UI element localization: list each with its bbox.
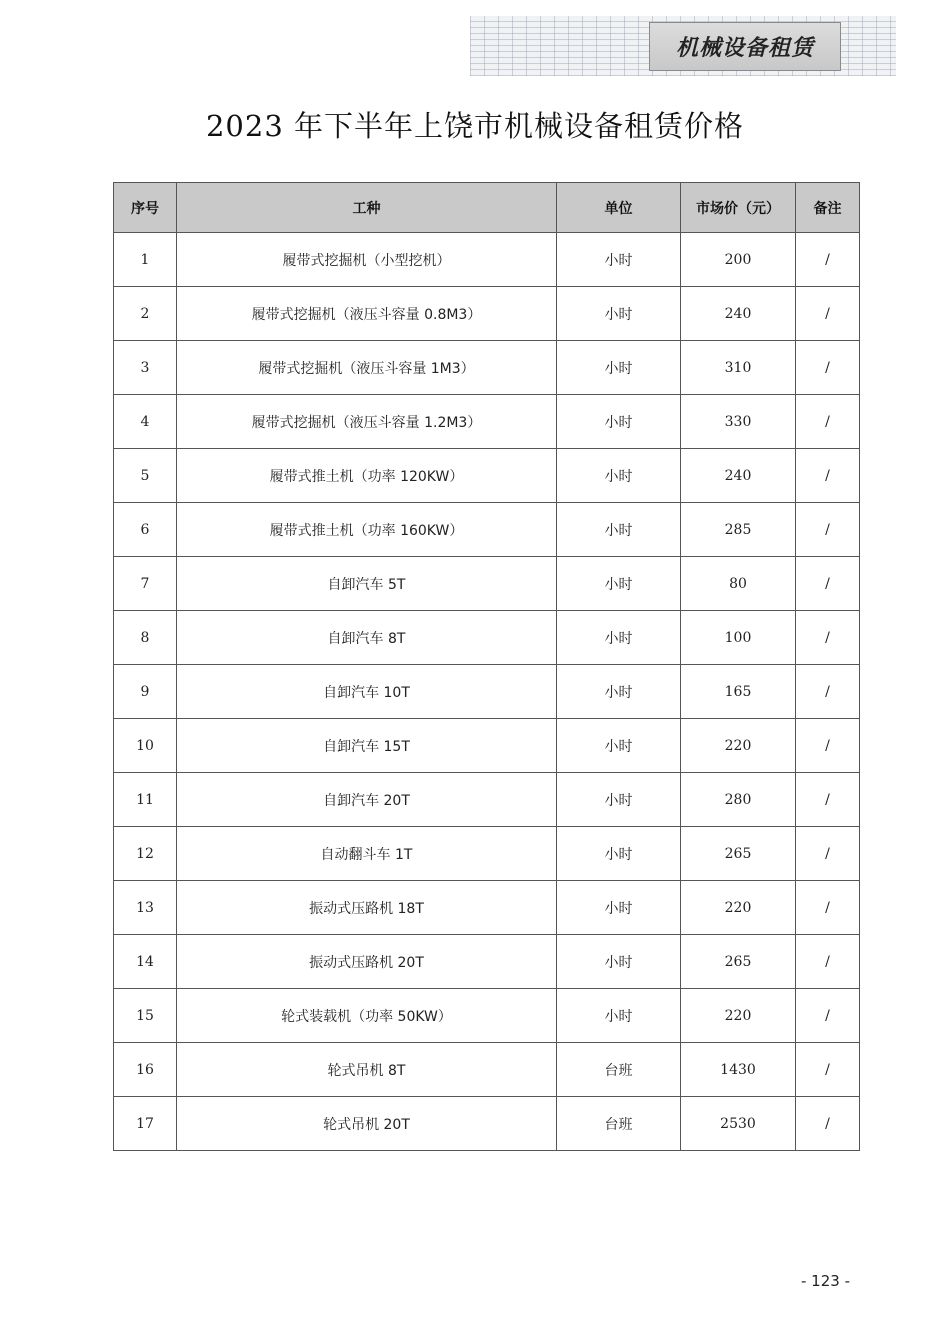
cell-type: 自动翻斗车 1T (177, 827, 557, 881)
cell-no: 14 (114, 935, 177, 989)
table-row (114, 611, 860, 665)
column-header-unit: 单位 (557, 183, 681, 233)
cell-type: 履带式推土机（功率 120KW） (177, 449, 557, 503)
page-title: 2023 年下半年上饶市机械设备租赁价格 (205, 109, 745, 143)
cell-unit: 台班 (557, 1097, 681, 1151)
cell-note: / (796, 395, 860, 449)
table-row (114, 719, 860, 773)
table-row (114, 773, 860, 827)
cell-type: 自卸汽车 10T (177, 665, 557, 719)
table-row (114, 1097, 860, 1151)
table-row (114, 287, 860, 341)
cell-note: / (796, 611, 860, 665)
page-number: - 123 - (801, 1272, 850, 1290)
cell-note: / (796, 557, 860, 611)
table-row (114, 881, 860, 935)
cell-unit: 小时 (557, 935, 681, 989)
table-row (114, 935, 860, 989)
cell-no: 10 (114, 719, 177, 773)
cell-no: 4 (114, 395, 177, 449)
cell-note: / (796, 1043, 860, 1097)
table-row (114, 395, 860, 449)
cell-price: 240 (681, 287, 796, 341)
cell-no: 7 (114, 557, 177, 611)
cell-no: 2 (114, 287, 177, 341)
cell-unit: 小时 (557, 287, 681, 341)
cell-unit: 台班 (557, 1043, 681, 1097)
column-header-type: 工种 (177, 183, 557, 233)
cell-no: 8 (114, 611, 177, 665)
table-header-row (114, 183, 860, 233)
cell-note: / (796, 881, 860, 935)
cell-price: 165 (681, 665, 796, 719)
price-table (113, 182, 860, 1151)
cell-price: 200 (681, 233, 796, 287)
cell-no: 13 (114, 881, 177, 935)
table-row (114, 827, 860, 881)
cell-price: 2530 (681, 1097, 796, 1151)
cell-type: 履带式挖掘机（小型挖机） (177, 233, 557, 287)
cell-type: 轮式吊机 8T (177, 1043, 557, 1097)
cell-type: 自卸汽车 15T (177, 719, 557, 773)
column-header-note: 备注 (796, 183, 860, 233)
cell-note: / (796, 935, 860, 989)
cell-no: 5 (114, 449, 177, 503)
cell-unit: 小时 (557, 611, 681, 665)
cell-no: 17 (114, 1097, 177, 1151)
table-row (114, 557, 860, 611)
cell-unit: 小时 (557, 989, 681, 1043)
cell-no: 16 (114, 1043, 177, 1097)
cell-note: / (796, 449, 860, 503)
column-header-no: 序号 (114, 183, 177, 233)
cell-type: 自卸汽车 20T (177, 773, 557, 827)
cell-unit: 小时 (557, 665, 681, 719)
table-row (114, 503, 860, 557)
cell-price: 1430 (681, 1043, 796, 1097)
cell-price: 240 (681, 449, 796, 503)
table-row (114, 233, 860, 287)
cell-price: 220 (681, 881, 796, 935)
cell-unit: 小时 (557, 719, 681, 773)
cell-no: 9 (114, 665, 177, 719)
cell-type: 自卸汽车 8T (177, 611, 557, 665)
cell-price: 280 (681, 773, 796, 827)
cell-no: 6 (114, 503, 177, 557)
cell-unit: 小时 (557, 341, 681, 395)
cell-price: 265 (681, 827, 796, 881)
cell-unit: 小时 (557, 395, 681, 449)
table-row (114, 341, 860, 395)
cell-no: 11 (114, 773, 177, 827)
table-row (114, 665, 860, 719)
cell-note: / (796, 827, 860, 881)
cell-price: 100 (681, 611, 796, 665)
cell-type: 轮式吊机 20T (177, 1097, 557, 1151)
cell-unit: 小时 (557, 773, 681, 827)
cell-unit: 小时 (557, 557, 681, 611)
cell-unit: 小时 (557, 827, 681, 881)
cell-type: 履带式挖掘机（液压斗容量 1.2M3） (177, 395, 557, 449)
cell-price: 330 (681, 395, 796, 449)
cell-type: 履带式推土机（功率 160KW） (177, 503, 557, 557)
cell-note: / (796, 503, 860, 557)
cell-unit: 小时 (557, 233, 681, 287)
cell-note: / (796, 1097, 860, 1151)
table-row (114, 1043, 860, 1097)
cell-type: 履带式挖掘机（液压斗容量 1M3） (177, 341, 557, 395)
cell-price: 285 (681, 503, 796, 557)
cell-type: 振动式压路机 20T (177, 935, 557, 989)
cell-price: 220 (681, 989, 796, 1043)
cell-unit: 小时 (557, 503, 681, 557)
cell-no: 12 (114, 827, 177, 881)
cell-type: 振动式压路机 18T (177, 881, 557, 935)
cell-note: / (796, 665, 860, 719)
table-row (114, 449, 860, 503)
cell-price: 80 (681, 557, 796, 611)
cell-unit: 小时 (557, 881, 681, 935)
table-row (114, 989, 860, 1043)
cell-note: / (796, 287, 860, 341)
cell-note: / (796, 719, 860, 773)
cell-type: 轮式装载机（功率 50KW） (177, 989, 557, 1043)
cell-note: / (796, 773, 860, 827)
cell-note: / (796, 341, 860, 395)
cell-no: 3 (114, 341, 177, 395)
cell-note: / (796, 233, 860, 287)
cell-no: 1 (114, 233, 177, 287)
section-tab: 机械设备租赁 (649, 22, 841, 71)
column-header-price: 市场价（元） (681, 183, 796, 233)
cell-no: 15 (114, 989, 177, 1043)
cell-price: 220 (681, 719, 796, 773)
cell-note: / (796, 989, 860, 1043)
cell-price: 310 (681, 341, 796, 395)
cell-unit: 小时 (557, 449, 681, 503)
cell-price: 265 (681, 935, 796, 989)
cell-type: 自卸汽车 5T (177, 557, 557, 611)
cell-type: 履带式挖掘机（液压斗容量 0.8M3） (177, 287, 557, 341)
